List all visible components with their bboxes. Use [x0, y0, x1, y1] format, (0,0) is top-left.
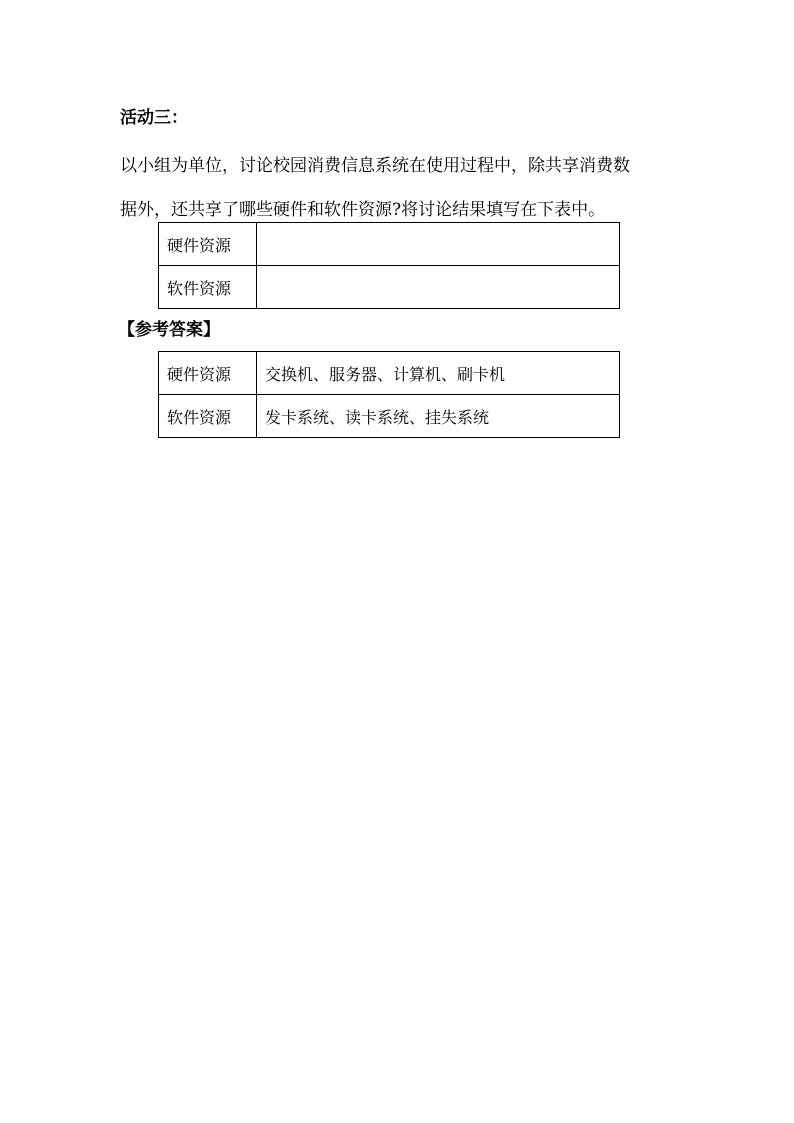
table-row: [159, 266, 620, 309]
table-row: [159, 223, 620, 266]
table-cell-label: 硬件资源: [159, 223, 257, 266]
table-cell-label: 软件资源: [159, 266, 257, 309]
answer-table: [158, 351, 620, 438]
answer-title: 【参考答案】: [118, 320, 220, 340]
table-cell-value: 发卡系统、读卡系统、挂失系统: [257, 395, 620, 438]
activity-instructions: [120, 144, 695, 232]
activity-table: [158, 222, 620, 309]
table-cell-value: [257, 266, 620, 309]
table-cell-value: [257, 223, 620, 266]
table-cell-label: 软件资源: [159, 395, 257, 438]
table-cell-label: 硬件资源: [159, 352, 257, 395]
instruction-line: 据外，还共享了哪些硬件和软件资源?将讨论结果填写在下表中。: [120, 200, 606, 220]
table-row: [159, 395, 620, 438]
activity-title: 活动三：: [120, 108, 188, 128]
table-cell-value: 交换机、服务器、计算机、刷卡机: [257, 352, 620, 395]
table-row: [159, 352, 620, 395]
instruction-line: 以小组为单位，讨论校园消费信息系统在使用过程中，除共享消费数: [120, 156, 630, 176]
